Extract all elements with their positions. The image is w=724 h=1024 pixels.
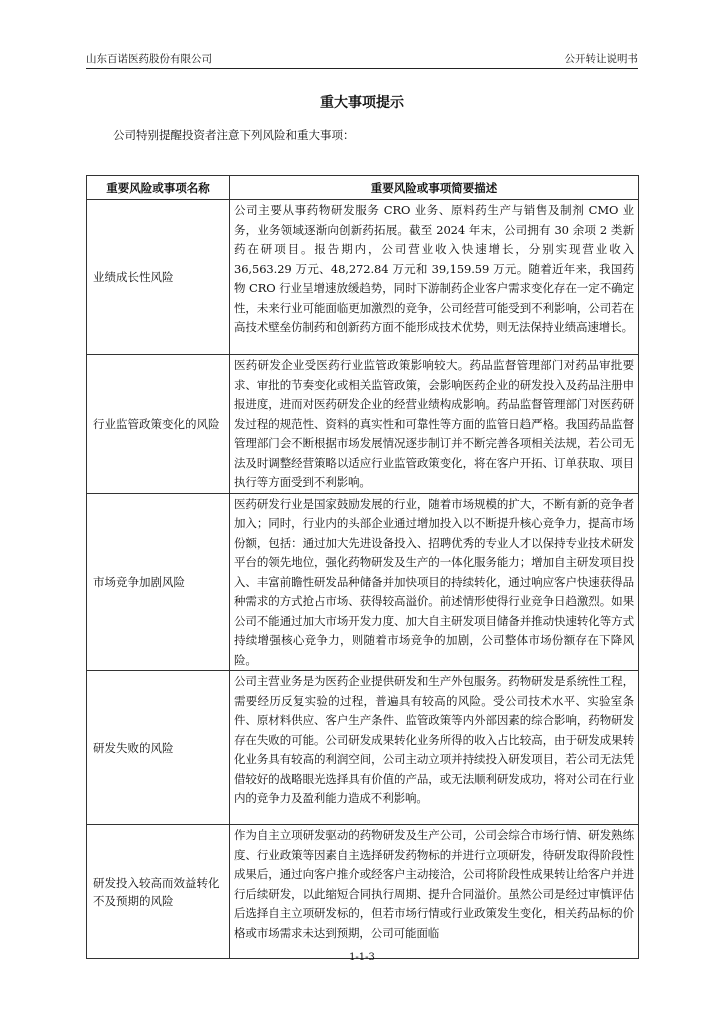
table-row (87, 493, 639, 671)
column-header-name: 重要风险或事项名称 (87, 176, 230, 200)
page-number: 1-1-3 (349, 952, 375, 963)
risk-description: 医药研发企业受医药行业监管政策影响较大。药品监督管理部门对药品审批要求、审批的节奏变化或相关监管政策，会影响医药企业的研发投入及药品注册申报进度，进而对医药研发企业的经营业绩构成影响。药品监督管理部门对医药研发过程的规范性、资料的真实性和可靠性等方面的监管日趋严格。我国药品监督管理部门会不断根据市场发展情况逐步制订并不断完善各项相关法规，若公司无法及时调整经营策略以适应行业监管政策变化，将在客户开拓、订单获取、项目执行等方面受到不利影响。 (230, 355, 639, 494)
risk-name: 行业监管政策变化的风险 (87, 355, 230, 494)
header-document-type: 公开转让说明书 (564, 53, 638, 65)
risk-description: 公司主营业务是为医药企业提供研发和生产外包服务。药物研发是系统性工程，需要经历反复实验的过程，普遍具有较高的风险。受公司技术水平、实验室条件、原材料供应、客户生产条件、监管政策等内外部因素的综合影响，药物研发存在失败的可能。公司研发成果转化业务所得的收入占比较高，由于研发成果转化业务具有较高的利润空间，公司主动立项并持续投入研发项目，若公司无法凭借较好的战略眼光选择具有价值的产品，或无法顺利研发成功，将对公司在行业内的竞争力及盈利能力造成不利影响。 (230, 671, 639, 825)
risk-name: 市场竞争加剧风险 (87, 493, 230, 671)
risk-name: 业绩成长性风险 (87, 200, 230, 355)
risk-description: 医药研发行业是国家鼓励发展的行业，随着市场规模的扩大，不断有新的竞争者加入；同时，行业内的头部企业通过增加投入以不断提升核心竞争力，提高市场份额，包括：通过加大先进设备投入、招聘优秀的专业人才以保持专业技术研发平台的领先地位，强化药物研发及生产的一体化服务能力；增加自主研发项目投入、丰富前瞻性研发品种储备并加快项目的持续转化，通过响应客户快速获得品种需求的方式抢占市场、获得较高溢价。前述情形使得行业竞争日趋激烈。如果公司不能通过加大市场开发力度、加大自主研发项目储备并推动快速转化等方式持续增强核心竞争力，则随着市场竞争的加剧，公司整体市场份额存在下降风险。 (230, 493, 639, 671)
page-title: 重大事项提示 (320, 95, 404, 111)
table-header-row (87, 176, 639, 200)
risk-description: 公司主要从事药物研发服务 CRO 业务、原料药生产与销售及制剂 CMO 业务，业务领域逐渐向创新药拓展。截至 2024 年末，公司拥有 30 余项 2 类新药在研项目。报告期内，公司营业收入快速增长，分别实现营业收入 36,563.29 万元、48,272.84 万元和 39,159.59 万元。随着近年来，我国药物 CRO 行业呈增速放缓趋势，同时下游制药企业客户需求变化存在一定不确定性，未来行业可能面临更加激烈的竞争，公司经营可能受到不利影响，公司若在高技术壁垒仿制药和创新药方面不能形成技术优势，则无法保持业绩高速增长。 (230, 200, 639, 355)
risk-name: 研发失败的风险 (87, 671, 230, 825)
column-header-description: 重要风险或事项简要描述 (230, 176, 639, 200)
table-row (87, 671, 639, 825)
table-row (87, 825, 639, 959)
intro-text: 公司特别提醒投资者注意下列风险和重大事项： (113, 128, 355, 142)
header-divider (86, 68, 638, 69)
risk-name: 研发投入较高而效益转化不及预期的风险 (87, 825, 230, 959)
header-company-name: 山东百诺医药股份有限公司 (86, 53, 212, 65)
table-row (87, 355, 639, 494)
risk-table (86, 175, 639, 959)
risk-description: 作为自主立项研发驱动的药物研发及生产公司，公司会综合市场行情、研发熟练度、行业政策等因素自主选择研发药物标的并进行立项研发，待研发取得阶段性成果后，通过向客户推介或经客户主动接洽，公司将阶段性成果转让给客户并进行后续研发，以此缩短合同执行周期、提升合同溢价。虽然公司是经过审慎评估后选择自主立项研发标的，但若市场行情或行业政策发生变化，相关药品标的价格或市场需求未达到预期，公司可能面临 (230, 825, 639, 959)
table-row (87, 200, 639, 355)
page-header (86, 52, 638, 66)
